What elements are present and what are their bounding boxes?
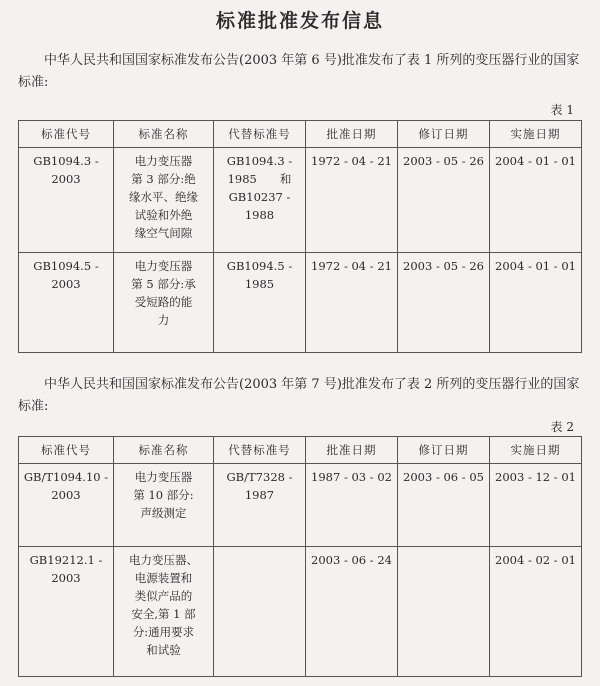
cell-revised: 2003 - 05 - 26 [398, 253, 490, 353]
cell-replaced: GB/T7328 - 1987 [214, 464, 306, 547]
cell-code: GB/T1094.10 - 2003 [19, 464, 114, 547]
header-replaced: 代替标准号 [214, 121, 306, 148]
table2-label: 表 2 [550, 420, 574, 434]
cell-revised [398, 547, 490, 677]
table-header-row [19, 121, 582, 148]
header-revised: 修订日期 [398, 437, 490, 464]
table-header-row [19, 437, 582, 464]
header-code: 标准代号 [19, 437, 114, 464]
cell-code: GB1094.5 - 2003 [19, 253, 114, 353]
table-row [19, 148, 582, 253]
cell-replaced: GB1094.3 - 1985 和 GB10237 - 1988 [214, 148, 306, 253]
cell-revised: 2003 - 05 - 26 [398, 148, 490, 253]
cell-replaced [214, 547, 306, 677]
cell-approved: 1987 - 03 - 02 [306, 464, 398, 547]
cell-name: 电力变压器 第 3 部分:绝 缘水平、绝缘 试验和外绝 缘空气间隙 [114, 148, 214, 253]
header-approved: 批准日期 [306, 121, 398, 148]
cell-code: GB19212.1 - 2003 [19, 547, 114, 677]
cell-replaced: GB1094.5 - 1985 [214, 253, 306, 353]
page-title: 标准批准发布信息 [215, 10, 384, 32]
cell-name: 电力变压器 第 10 部分: 声级测定 [114, 464, 214, 547]
cell-effective: 2004 - 01 - 01 [490, 148, 582, 253]
cell-effective: 2003 - 12 - 01 [490, 464, 582, 547]
cell-approved: 1972 - 04 - 21 [306, 148, 398, 253]
header-revised: 修订日期 [398, 121, 490, 148]
header-approved: 批准日期 [306, 437, 398, 464]
header-replaced: 代替标准号 [214, 437, 306, 464]
table-row [19, 547, 582, 677]
header-code: 标准代号 [19, 121, 114, 148]
header-effective: 实施日期 [490, 437, 582, 464]
cell-name: 电力变压器 第 5 部分:承 受短路的能 力 [114, 253, 214, 353]
standards-table-2 [18, 436, 582, 677]
section2-intro: 中华人民共和国国家标准发布公告(2003 年第 7 号)批准发布了表 2 所列的变压器行业的国家标准: [18, 377, 580, 414]
cell-approved: 1972 - 04 - 21 [306, 253, 398, 353]
standards-table-1 [18, 120, 582, 353]
header-effective: 实施日期 [490, 121, 582, 148]
header-name: 标准名称 [114, 437, 214, 464]
header-name: 标准名称 [114, 121, 214, 148]
cell-effective: 2004 - 01 - 01 [490, 253, 582, 353]
section1-intro: 中华人民共和国国家标准发布公告(2003 年第 6 号)批准发布了表 1 所列的变压器行业的国家标准: [18, 53, 580, 90]
cell-effective: 2004 - 02 - 01 [490, 547, 582, 677]
cell-name: 电力变压器、 电源装置和 类似产品的 安全,第 1 部 分:通用要求 和试验 [114, 547, 214, 677]
cell-revised: 2003 - 06 - 05 [398, 464, 490, 547]
cell-code: GB1094.3 - 2003 [19, 148, 114, 253]
table1-label: 表 1 [550, 103, 574, 117]
table-row [19, 253, 582, 353]
cell-approved: 2003 - 06 - 24 [306, 547, 398, 677]
table-row [19, 464, 582, 547]
